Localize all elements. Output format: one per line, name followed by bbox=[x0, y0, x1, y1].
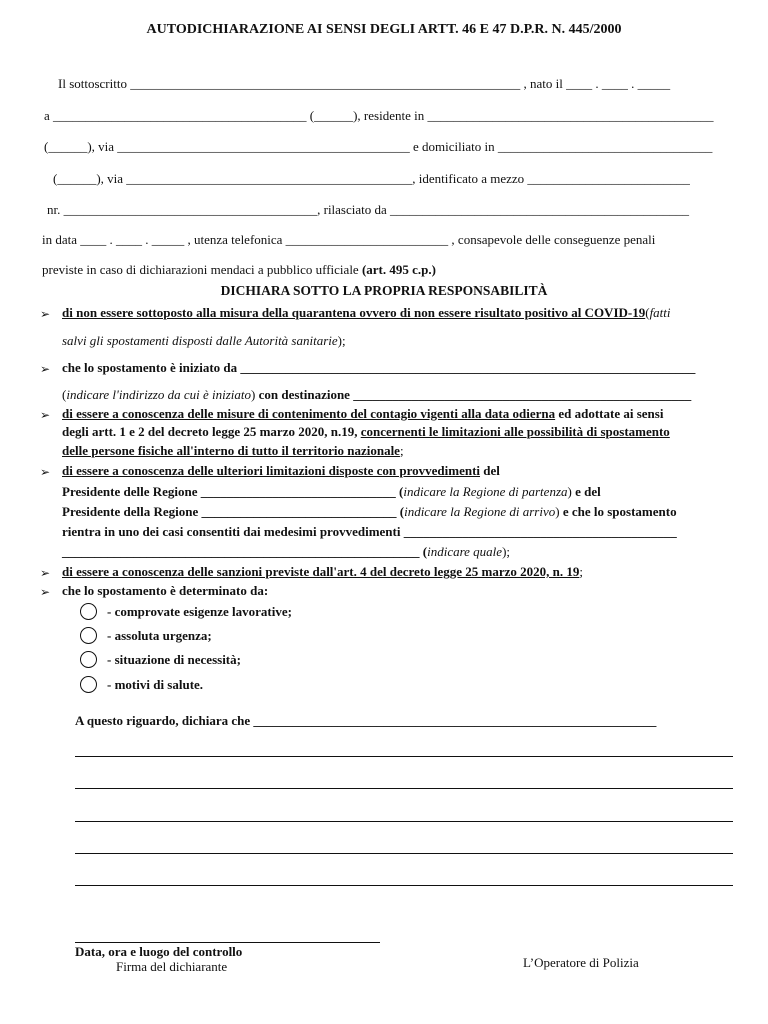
blank-line-1[interactable] bbox=[75, 756, 733, 757]
declare-heading: DICHIARA SOTTO LA PROPRIA RESPONSABILITÀ bbox=[220, 283, 548, 298]
item-misure-line1 bbox=[62, 406, 663, 422]
misure-limitazioni: concernenti le limitazioni alle possibilità di spostamento bbox=[360, 424, 670, 439]
item-quale bbox=[62, 544, 510, 560]
document-title: AUTODICHIARAZIONE AI SENSI DEGLI ARTT. 46 E 47 D.P.R. N. 445/2000 bbox=[146, 22, 622, 37]
paren-close: ); bbox=[337, 333, 346, 348]
item-determinato: che lo spostamento è determinato da: bbox=[62, 583, 269, 598]
misure-decreto: degli artt. 1 e 2 del decreto legge 25 marzo 2020, n.19, bbox=[62, 424, 361, 439]
blank-line-5[interactable] bbox=[75, 885, 733, 886]
option-lavorative: - comprovate esigenze lavorative; bbox=[107, 604, 292, 619]
blank-line-2[interactable] bbox=[75, 788, 733, 789]
paren-close: ) bbox=[567, 484, 576, 499]
paren-close: ); bbox=[502, 544, 511, 559]
radio-urgenza[interactable] bbox=[80, 627, 97, 644]
radio-lavorative[interactable] bbox=[80, 603, 97, 620]
sanzioni-text: di essere a conoscenza delle sanzioni previste dall'art. 4 del decreto legge 25 marzo 2020, n. 19 bbox=[62, 564, 580, 579]
paren-open: ( bbox=[645, 305, 650, 320]
regard-line: A questo riguardo, dichiara che ______________________________________________________________ bbox=[75, 713, 657, 728]
blank-line-4[interactable] bbox=[75, 853, 733, 854]
presidente-arrivo: Presidente della Regione ______________________________ ( bbox=[62, 504, 405, 519]
item-casi-consentiti: rientra in uno dei casi consentiti dai medesimi provvedimenti __________________________________________ bbox=[62, 524, 677, 539]
line-domiciliato: (______), via _____________________________________________ e domiciliato in _________________________________ bbox=[44, 139, 713, 154]
line-data-telefono: in data ____ . ____ . _____ , utenza telefonica _________________________ , consapevole delle conseguenze penali bbox=[42, 232, 656, 247]
hint-regione-partenza: indicare la Regione di partenza bbox=[403, 484, 568, 499]
conseguenze-text: previste in caso di dichiarazioni mendaci a pubblico ufficiale bbox=[42, 262, 362, 277]
misure-semicolon: ; bbox=[399, 443, 404, 458]
item-spostamento-iniziato: che lo spostamento è iniziato da ______________________________________________________________________ bbox=[62, 360, 696, 375]
hint-fatti: fatti bbox=[649, 305, 671, 320]
item-sanzioni bbox=[62, 564, 583, 580]
item-quarantena-text: di non essere sottoposto alla misura della quarantena ovvero di non essere risultato positivo al COVID-19 bbox=[62, 305, 646, 320]
line-residente: a _______________________________________ (______), residente in ____________________________________________ bbox=[44, 108, 714, 123]
item-regione-arrivo bbox=[62, 504, 677, 520]
e-del: e del bbox=[575, 484, 601, 499]
radio-salute[interactable] bbox=[80, 676, 97, 693]
signature-firma: Firma del dichiarante bbox=[116, 959, 228, 974]
arrow-bullet-icon: ➢ bbox=[40, 307, 51, 321]
item-quarantena-cont bbox=[62, 333, 346, 349]
ulteriori-del: del bbox=[480, 463, 500, 478]
paren-open: ( bbox=[62, 387, 67, 402]
arrow-bullet-icon: ➢ bbox=[40, 408, 51, 422]
hint-quale: indicare quale bbox=[427, 544, 503, 559]
arrow-bullet-icon: ➢ bbox=[40, 585, 51, 599]
item-ulteriori bbox=[62, 463, 500, 479]
arrow-bullet-icon: ➢ bbox=[40, 566, 51, 580]
option-salute: - motivi di salute. bbox=[107, 677, 204, 692]
line-identificato: (______), via ____________________________________________, identificato a mezzo _________________________ bbox=[53, 171, 690, 186]
lo-spostamento: e che lo spostamento bbox=[562, 504, 677, 519]
police-operator: L’Operatore di Polizia bbox=[523, 955, 639, 970]
option-necessita: - situazione di necessità; bbox=[107, 652, 241, 667]
arrow-bullet-icon: ➢ bbox=[40, 465, 51, 479]
item-regione-partenza bbox=[62, 484, 601, 500]
misure-text: di essere a conoscenza delle misure di contenimento del contagio vigenti alla data odierna bbox=[62, 406, 556, 421]
destinazione-label: con destinazione ____________________________________________________ bbox=[258, 387, 692, 402]
ulteriori-text: di essere a conoscenza delle ulteriori limitazioni disposte con provvedimenti bbox=[62, 463, 481, 478]
radio-necessita[interactable] bbox=[80, 651, 97, 668]
hint-indirizzo: indicare l'indirizzo da cui è iniziato bbox=[66, 387, 251, 402]
paren-close: ) bbox=[251, 387, 259, 402]
hint-autorita: salvi gli spostamenti disposti dalle Autorità sanitarie bbox=[62, 333, 338, 348]
line-sottoscritto: Il sottoscritto ____________________________________________________________ , nato il ____ . ____ . _____ bbox=[58, 76, 671, 91]
item-quarantena bbox=[62, 305, 671, 321]
item-destinazione bbox=[62, 387, 691, 403]
quale-blank: _______________________________________________________ ( bbox=[62, 544, 428, 559]
item-misure-line2 bbox=[62, 424, 670, 440]
presidente-partenza: Presidente delle Regione ______________________________ ( bbox=[62, 484, 404, 499]
option-urgenza: - assoluta urgenza; bbox=[107, 628, 212, 643]
sanzioni-semicolon: ; bbox=[579, 564, 584, 579]
blank-line-3[interactable] bbox=[75, 821, 733, 822]
hint-regione-arrivo: indicare la Regione di arrivo bbox=[404, 504, 556, 519]
paren-close: ) bbox=[555, 504, 563, 519]
signature-line[interactable] bbox=[75, 942, 380, 943]
line-rilasciato: nr. _______________________________________, rilasciato da ______________________________________________ bbox=[47, 202, 690, 217]
item-misure-line3 bbox=[62, 443, 404, 459]
art-495-ref: (art. 495 c.p.) bbox=[361, 262, 436, 277]
line-conseguenze bbox=[42, 262, 436, 278]
misure-territorio: delle persone fisiche all'interno di tutto il territorio nazionale bbox=[62, 443, 400, 458]
misure-adottate: ed adottate ai sensi bbox=[555, 406, 664, 421]
arrow-bullet-icon: ➢ bbox=[40, 362, 51, 376]
signature-label: Data, ora e luogo del controllo bbox=[75, 944, 243, 959]
